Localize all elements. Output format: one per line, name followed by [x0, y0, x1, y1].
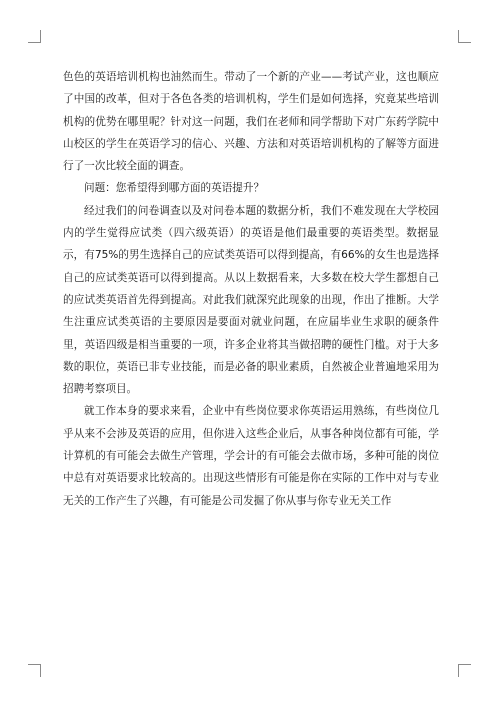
paragraph-analysis: 经过我们的问卷调查以及对问卷本题的数据分析，我们不难发现在大学校园内的学生觉得应试类（四六级英语）的英语是他们最重要的英语类型。数据显示，有75%的男生选择自己的应试类英语可以得到提高，有66%的女生也是选择自己的应试类英语可以得到提高。从以上数据看来，大多数在校大学生都想自己的应试类英语首先得到提高。对此我们就深究此现象的出现，作出了推断。大学生注重应试类英语的主要原因是要面对就业问题，在应届毕业生求职的硬条件里，英语四级是相当重要的一项，许多企业将其当做招聘的硬性门槛。对于大多数的职位，英语已非专业技能，而是必备的职业素质，自然被企业普遍地采用为招聘考察项目。	[63, 204, 439, 396]
crop-mark-bottom-left	[28, 664, 41, 677]
crop-mark-top-left	[28, 30, 41, 43]
paragraph-work-requirements: 就工作本身的要求来看，企业中有些岗位要求你英语运用熟练，有些岗位几乎从来不会涉及英语的应用，但你进入这些企业后，从事各种岗位都有可能，学计算机的有可能会去做生产管理，学会计的有可能会去做市场，多种可能的岗位中总有对英语要求比较高的。出现这些情形有可能是你在实际的工作中对与专业无关的工作产生了兴趣，有可能是公司发掘了你从事与你专业无关工作	[63, 405, 439, 507]
document-body	[63, 66, 439, 512]
paragraph-question: 问题：您希望得到哪方面的英语提升？	[84, 182, 265, 195]
paragraph-intro: 色色的英语培训机构也油然而生。带动了一个新的产业——考试产业，这也顺应了中国的改革，但对于各色各类的培训机构，学生们是如何选择，究竟某些培训机构的优势在哪里呢？针对这一问题，我们在老师和同学帮助下对广东药学院中山校区的学生在英语学习的信心、兴趣、方法和对英语培训机构的了解等方面进行了一次比较全面的调查。	[63, 71, 439, 173]
crop-mark-bottom-right	[458, 664, 471, 677]
crop-mark-top-right	[458, 30, 471, 43]
